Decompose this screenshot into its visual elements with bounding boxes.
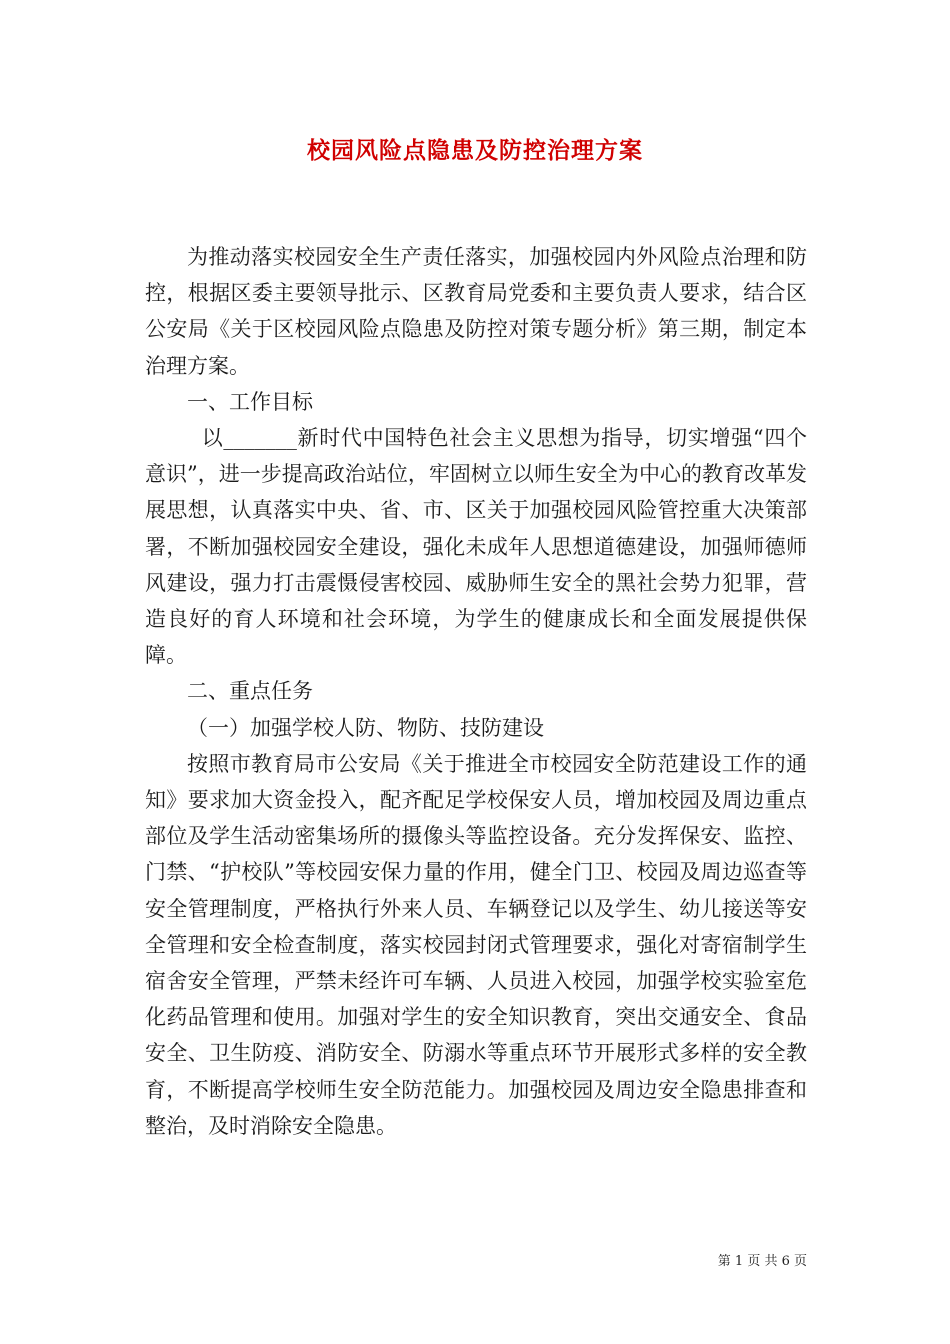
section-heading-tasks: 二、重点任务 <box>187 679 313 704</box>
page-number: 第 1 页 共 6 页 <box>717 1254 807 1269</box>
goals-paragraph: 以_______新时代中国特色社会主义思想为指导，切实增强“四个意识”，进一步提高政治站位，牢固树立以师生安全为中心的教育改革发展思想，认真落实中央、省、市、区关于加强校园风险管控重大决策部署，不断加强校园安全建设，强化未成年人思想道德建设，加强师德师风建设，强力打击震慑侵害校园、威胁师生安全的黑社会势力犯罪，营造良好的育人环境和社会环境，为学生的健康成长和全面发展提供保障。 <box>145 426 807 668</box>
subsection-heading-defense: （一）加强学校人防、物防、技防建设 <box>187 715 544 740</box>
document-body <box>145 239 807 1144</box>
document-title: 校园风险点隐患及防控治理方案 <box>307 137 643 164</box>
intro-paragraph: 为推动落实校园安全生产责任落实，加强校园内外风险点治理和防控，根据区委主要领导批示、区教育局党委和主要负责人要求，结合区公安局《关于区校园风险点隐患及防控对策专题分析》第三期，制定本治理方案。 <box>145 245 807 378</box>
section-heading-goals: 一、工作目标 <box>187 389 313 414</box>
defense-paragraph: 按照市教育局市公安局《关于推进全市校园安全防范建设工作的通知》要求加大资金投入，配齐配足学校保安人员，增加校园及周边重点部位及学生活动密集场所的摄像头等监控设备。充分发挥保安、监控、门禁、“护校队”等校园安保力量的作用，健全门卫、校园及周边巡查等安全管理制度，严格执行外来人员、车辆登记以及学生、幼儿接送等安全管理和安全检查制度，落实校园封闭式管理要求，强化对寄宿制学生宿舍安全管理，严禁未经许可车辆、人员进入校园，加强学校实验室危化药品管理和使用。加强对学生的安全知识教育，突出交通安全、食品安全、卫生防疫、消防安全、防溺水等重点环节开展形式多样的安全教育，不断提高学校师生安全防范能力。加强校园及周边安全隐患排查和整治，及时消除安全隐患。 <box>145 751 807 1138</box>
